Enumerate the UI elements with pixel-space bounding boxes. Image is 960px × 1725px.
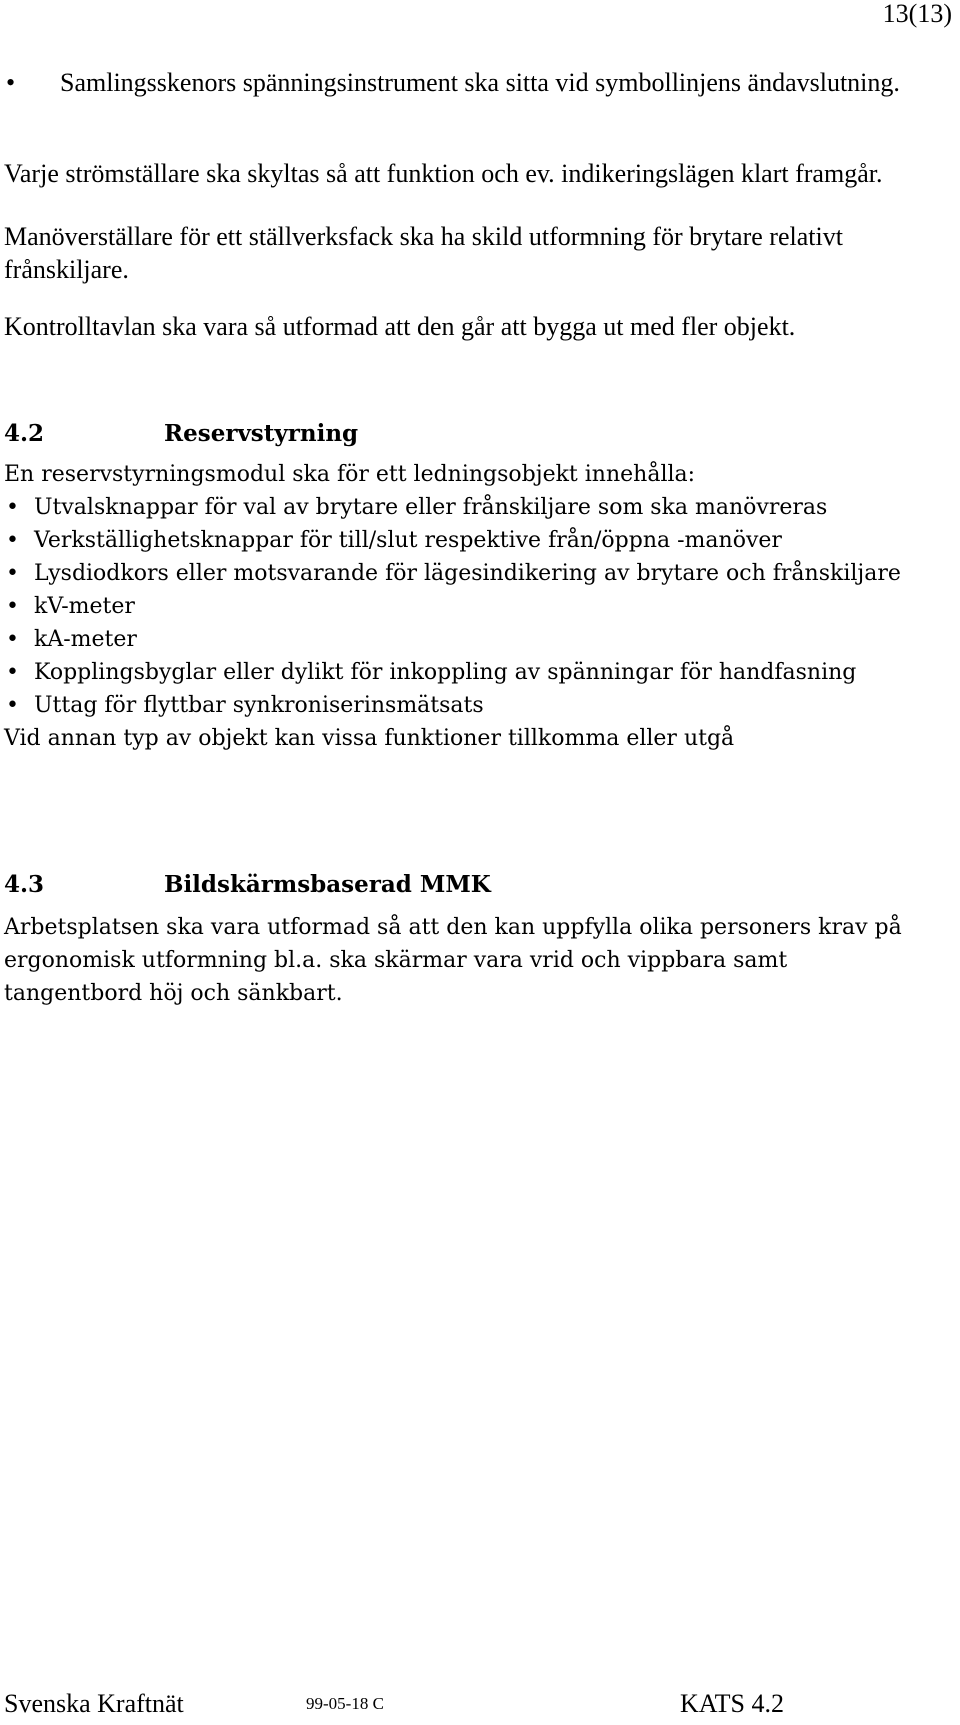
paragraph-control-panel: Kontrolltavlan ska vara så utformad att den går att bygga ut med fler objekt. [4, 312, 796, 341]
list-item: • Uttag för flyttbar synkroniserinsmätsats [4, 689, 930, 722]
section-4-3-body: Arbetsplatsen ska vara utformad så att den kan uppfylla olika personers krav på ergonomisk utformning bl.a. ska skärmar vara vrid och vippbara samt tangentbord höj och sänkbart. [4, 915, 902, 1006]
paragraph-switch-labels: Varje strömställare ska skyltas så att funktion och ev. indikeringslägen klart framgår. [4, 159, 883, 188]
list-item: • kV-meter [4, 590, 930, 623]
bullet-icon: • [6, 660, 19, 685]
section-number: 4.2 [4, 420, 45, 447]
page-footer [4, 1686, 960, 1722]
bullet-icon: • [6, 495, 19, 520]
bullet-icon: • [6, 693, 19, 718]
footer-organization: Svenska Kraftnät [4, 1689, 184, 1718]
bullet-icon: • [6, 528, 19, 553]
bullet-text: Samlingsskenors spänningsinstrument ska sitta vid symbollinjens ändavslutning. [60, 68, 900, 97]
bullet-item [4, 66, 930, 99]
bullet-icon: • [6, 627, 19, 652]
bullet-icon: • [6, 594, 19, 619]
bullet-icon: • [6, 561, 19, 586]
section-4-2-body [4, 458, 930, 755]
section-heading-4-2 [4, 419, 358, 449]
requirements-list [4, 491, 930, 722]
section-title: Reservstyrning [164, 420, 359, 447]
list-item: • Verkställighetsknappar för till/slut respektive från/öppna -manöver [4, 524, 930, 557]
section-title: Bildskärmsbaserad MMK [164, 871, 491, 898]
list-item: • kA-meter [4, 623, 930, 656]
section-outro: Vid annan typ av objekt kan vissa funktioner tillkomma eller utgå [4, 726, 735, 751]
list-item: • Kopplingsbyglar eller dylikt för inkoppling av spänningar för handfasning [4, 656, 930, 689]
section-number: 4.3 [4, 871, 45, 898]
page-number: 13(13) [882, 0, 952, 28]
section-heading-4-3 [4, 870, 491, 900]
intro-bullet [4, 66, 930, 99]
bullet-icon: • [6, 68, 16, 97]
list-item: • Lysdiodkors eller motsvarande för lägesindikering av brytare och frånskiljare [4, 557, 930, 590]
footer-document-id: KATS 4.2 [680, 1689, 785, 1718]
section-intro: En reservstyrningsmodul ska för ett ledningsobjekt innehålla: [4, 462, 696, 487]
footer-date-code: 99-05-18 C [306, 1694, 384, 1713]
paragraph-manoeuvre: Manöverställare för ett ställverksfack ska ha skild utformning för brytare relativt frånskiljare. [4, 222, 843, 284]
list-item: • Utvalsknappar för val av brytare eller frånskiljare som ska manövreras [4, 491, 930, 524]
